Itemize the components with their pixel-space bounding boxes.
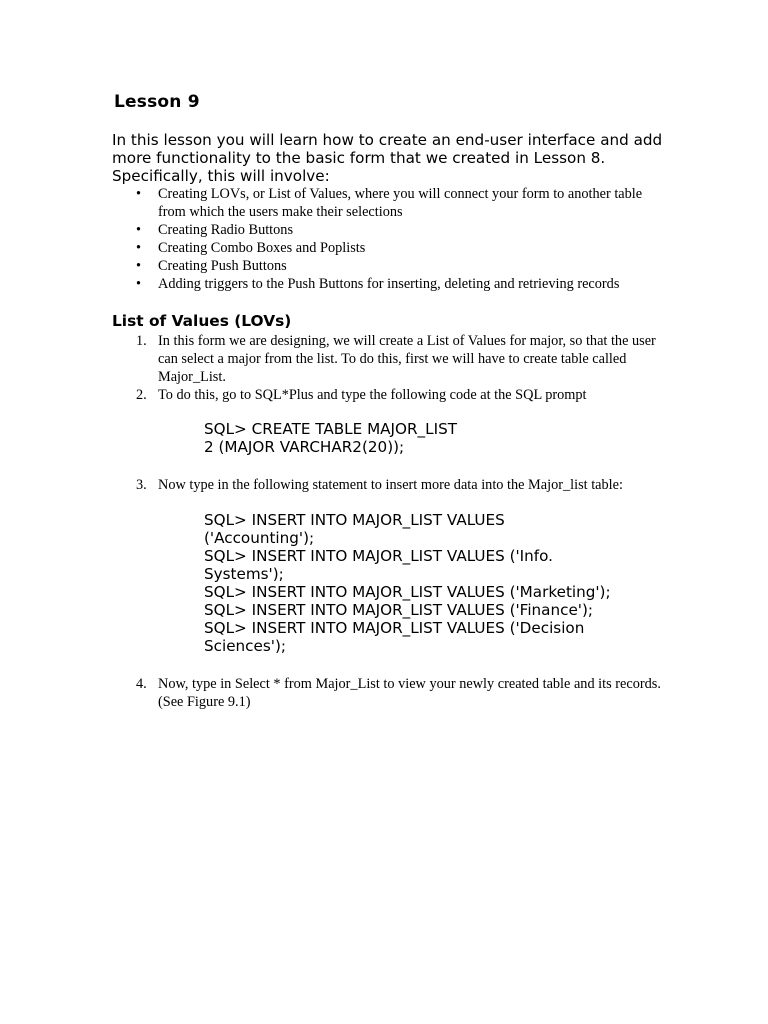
step-number: 4.: [136, 676, 147, 692]
step-text: To do this, go to SQL*Plus and type the following code at the SQL prompt: [158, 387, 587, 403]
bullet-icon: •: [136, 258, 142, 274]
step-1: [130, 332, 670, 386]
bullet-icon: •: [136, 276, 142, 292]
section-heading: List of Values (LOVs): [112, 312, 292, 330]
step-3: [130, 476, 670, 494]
code-block-insert: [204, 511, 644, 655]
list-item-text: Creating Push Buttons: [158, 258, 287, 274]
list-item: [130, 239, 670, 257]
list-item: [130, 257, 670, 275]
list-item-text: Creating Combo Boxes and Poplists: [158, 240, 366, 256]
code-line: Systems');: [204, 565, 284, 583]
list-item-text: Adding triggers to the Push Buttons for inserting, deleting and retrieving records: [158, 276, 620, 292]
code-block-create: [204, 420, 644, 456]
list-item: [130, 275, 670, 293]
step-text: Now type in the following statement to insert more data into the Major_list table:: [158, 477, 623, 493]
code-line: SQL> INSERT INTO MAJOR_LIST VALUES ('Info.: [204, 547, 553, 565]
topic-list: [130, 185, 670, 293]
list-item: [130, 221, 670, 239]
list-item-text: Creating LOVs, or List of Values, where you will connect your form to another table from which the users make their selections: [158, 186, 643, 220]
code-line: SQL> INSERT INTO MAJOR_LIST VALUES ('Decision: [204, 619, 585, 637]
code-line: ('Accounting');: [204, 529, 315, 547]
code-line: SQL> CREATE TABLE MAJOR_LIST: [204, 420, 457, 438]
bullet-icon: •: [136, 222, 142, 238]
step-number: 1.: [136, 333, 147, 349]
step-text: Now, type in Select * from Major_List to view your newly created table and its records. (See Figure 9.1): [158, 676, 661, 710]
code-line: SQL> INSERT INTO MAJOR_LIST VALUES ('Finance');: [204, 601, 594, 619]
step-number: 2.: [136, 387, 147, 403]
bullet-icon: •: [136, 186, 142, 202]
step-number: 3.: [136, 477, 147, 493]
intro-paragraph: In this lesson you will learn how to create an end-user interface and add more functionality to the basic form that we created in Lesson 8. Specifically, this will involve:: [112, 131, 663, 185]
code-line: SQL> INSERT INTO MAJOR_LIST VALUES: [204, 511, 505, 529]
code-line: SQL> INSERT INTO MAJOR_LIST VALUES ('Marketing');: [204, 583, 611, 601]
page-title: Lesson 9: [114, 92, 200, 112]
step-text: In this form we are designing, we will create a List of Values for major, so that the user can select a major from the list. To do this, first we will have to create table called Major_List.: [158, 333, 656, 385]
code-line: 2 (MAJOR VARCHAR2(20));: [204, 438, 405, 456]
code-line: Sciences');: [204, 637, 287, 655]
list-item: [130, 185, 670, 221]
bullet-icon: •: [136, 240, 142, 256]
step-2: [130, 386, 670, 404]
step-4: [130, 675, 670, 711]
list-item-text: Creating Radio Buttons: [158, 222, 294, 238]
